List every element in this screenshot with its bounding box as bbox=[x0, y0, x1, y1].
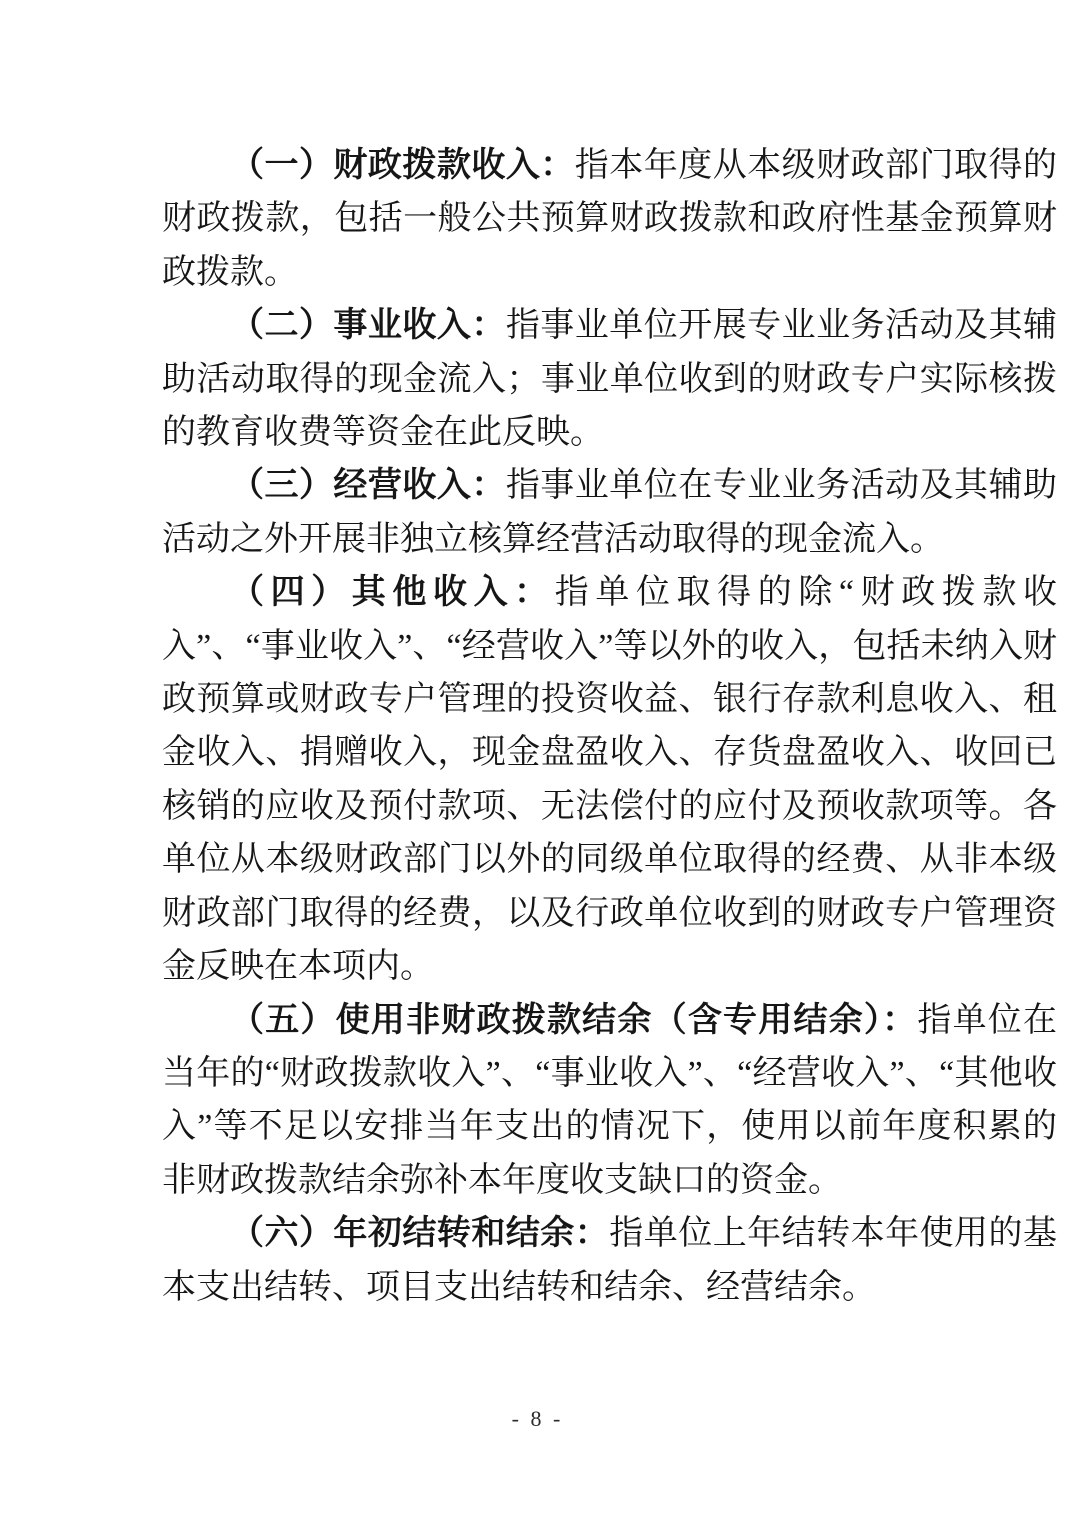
term-heading: （六）年初结转和结余： bbox=[230, 1215, 610, 1253]
term-heading: （二）事业收入： bbox=[230, 307, 506, 345]
term-definition: 指单位上年结转本年使用的基本支出结转、项目支出结转和结余、经营结余。 bbox=[162, 1215, 1058, 1306]
definition-paragraph-business-income bbox=[162, 299, 1057, 459]
term-heading: （五）使用非财政拨款结余（含专用结余）： bbox=[230, 1001, 918, 1039]
definition-paragraph-beginning-year-carryover bbox=[162, 1207, 1057, 1314]
term-heading: （三）经营收入： bbox=[230, 467, 506, 505]
term-heading: （四）其他收入： bbox=[230, 574, 555, 612]
document-body-text bbox=[162, 139, 1057, 1314]
definition-paragraph-operating-income bbox=[162, 459, 1057, 566]
definition-paragraph-non-fiscal-balance-use bbox=[162, 994, 1057, 1208]
definition-paragraph-other-income bbox=[162, 566, 1057, 993]
term-definition: 指单位在当年的“财政拨款收入”、“事业收入”、“经营收入”、“其他收入”等不足以安排当年支出的情况下，使用以前年度积累的非财政拨款结余弥补本年度收支缺口的资金。 bbox=[162, 1001, 1058, 1199]
page-number: - 8 - bbox=[511, 1406, 564, 1431]
term-definition: 指本年度从本级财政部门取得的财政拨款，包括一般公共预算财政拨款和政府性基金预算财政拨款。 bbox=[162, 147, 1058, 291]
term-definition: 指事业单位开展专业业务活动及其辅助活动取得的现金流入；事业单位收到的财政专户实际核拨的教育收费等资金在此反映。 bbox=[162, 307, 1058, 452]
term-heading: （一）财政拨款收入： bbox=[230, 147, 575, 184]
definition-paragraph-fiscal-appropriation-income bbox=[162, 139, 1057, 299]
term-definition: 指单位取得的除“财政拨款收入”、“事业收入”、“经营收入”等以外的收入，包括未纳入财政预算或财政专户管理的投资收益、银行存款利息收入、租金收入、捐赠收入，现金盘盈收入、存货盘盈收入、收回已核销的应收及预付款项、无法偿付的应付及预收款项等。各单位从本级财政部门以外的同级单位取得的经费、从非本级财政部门取得的经费，以及行政单位收到的财政专户管理资金反映在本项内。 bbox=[162, 574, 1057, 986]
term-definition: 指事业单位在专业业务活动及其辅助活动之外开展非独立核算经营活动取得的现金流入。 bbox=[162, 467, 1058, 558]
